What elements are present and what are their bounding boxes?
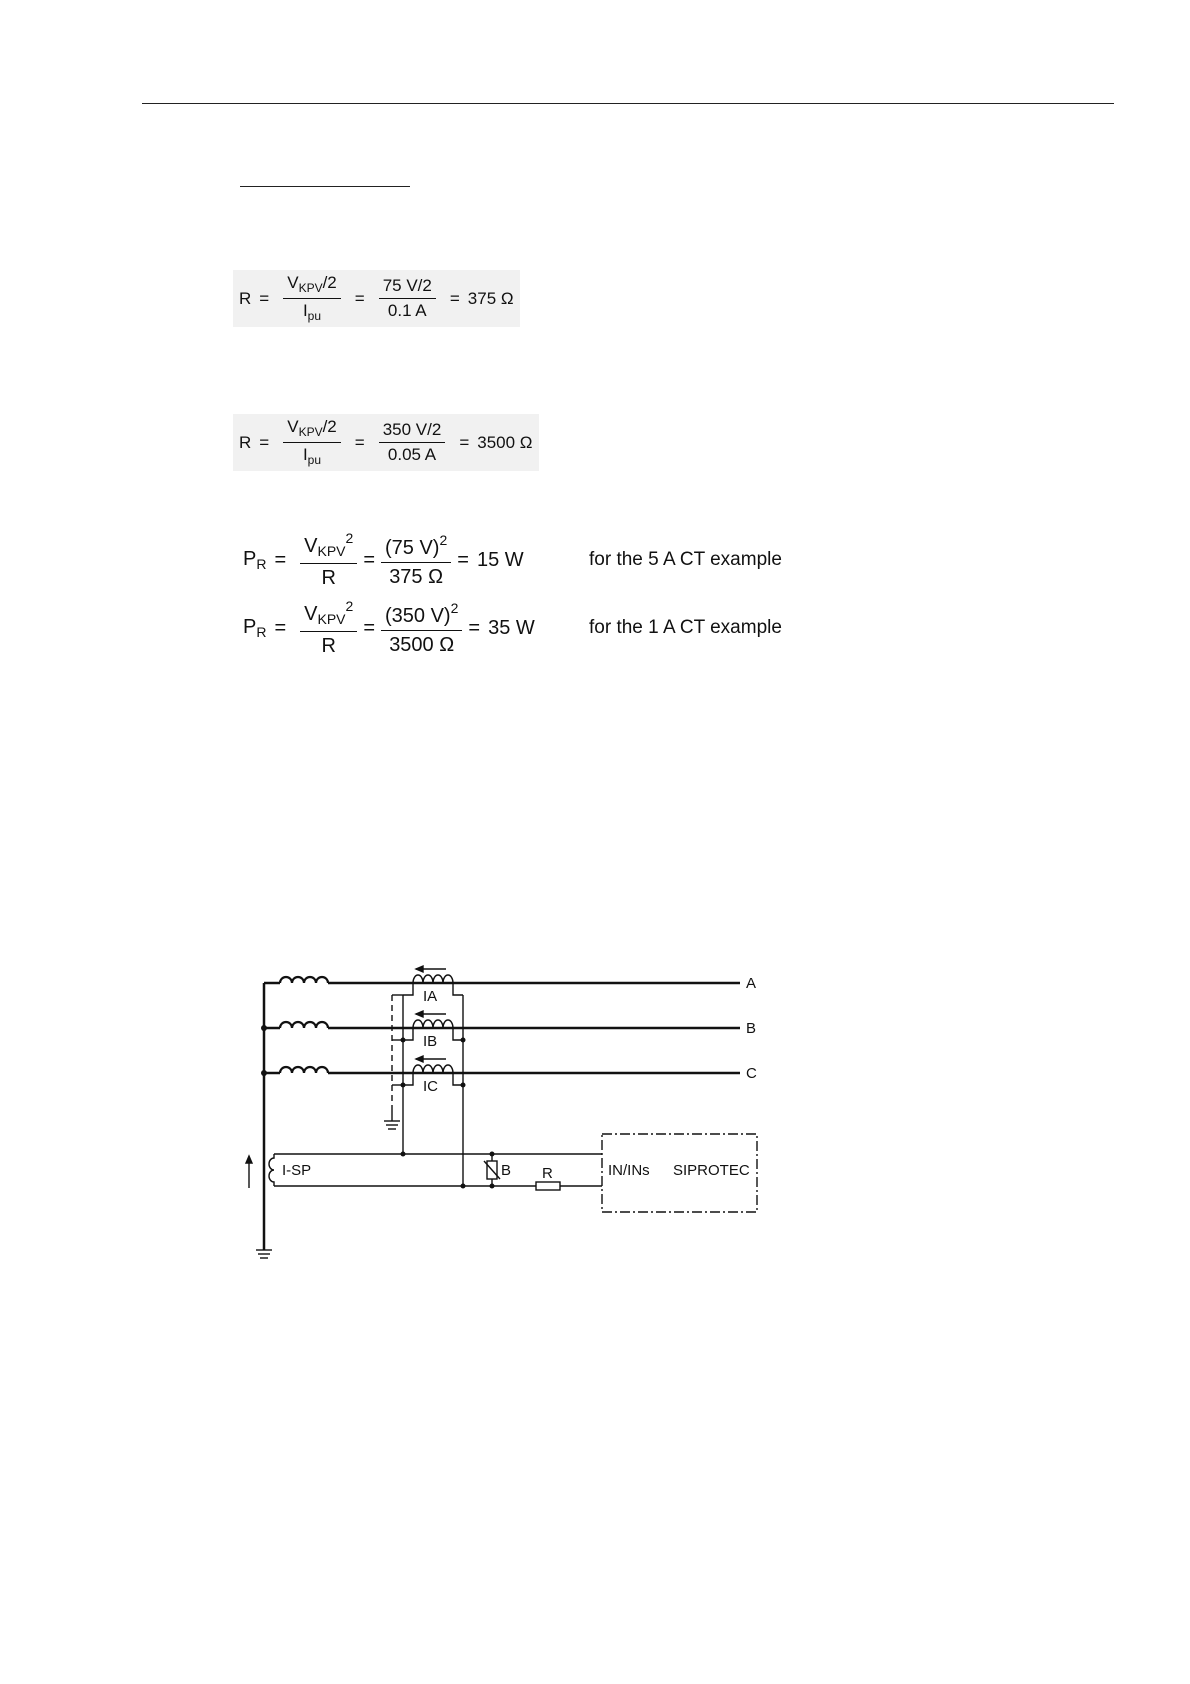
- eq-result: 15 W: [476, 548, 524, 571]
- label-resistor: R: [542, 1165, 553, 1182]
- equals-sign: =: [363, 616, 375, 639]
- fraction-formula: $\frac{V_{KPV}/2}{I_{pu}}$: [283, 418, 341, 467]
- eq-lhs: R: [239, 288, 252, 308]
- eq-note: for the 1 A CT example: [589, 617, 782, 638]
- fraction-values: $\frac{(75 V)^2}{375 \Omega}$: [381, 533, 451, 588]
- label-phase-a: A: [746, 975, 757, 992]
- eq-lhs: $P_R$: [243, 616, 267, 640]
- fraction-formula: $\frac{V_{KPV}^2}{R}$: [300, 599, 357, 656]
- eq-note: for the 5 A CT example: [589, 549, 782, 570]
- equals-sign: =: [354, 432, 365, 452]
- equation-power-1a: [243, 598, 843, 658]
- equation-r-1a: [233, 414, 539, 471]
- equals-sign: =: [354, 288, 365, 308]
- label-neutral-ct: I-SP: [282, 1162, 312, 1179]
- neutral-ct-coil: [269, 1154, 274, 1186]
- equals-sign: =: [449, 288, 460, 308]
- equals-sign: =: [457, 548, 469, 571]
- resistor-symbol: [536, 1182, 560, 1190]
- label-ct-c: IC: [423, 1078, 438, 1095]
- winding-a: [280, 977, 328, 983]
- winding-b: [280, 1022, 328, 1028]
- equals-sign: =: [259, 432, 270, 452]
- equals-sign: =: [363, 548, 375, 571]
- junction-dot: [261, 1070, 267, 1076]
- label-ct-a: IA: [423, 988, 438, 1005]
- header-rule: [142, 103, 1114, 104]
- label-phase-b: B: [746, 1020, 757, 1037]
- equation-power-5a: [243, 530, 843, 590]
- fraction-formula: $\frac{V_{KPV}^2}{R}$: [300, 531, 357, 588]
- eq-result: 375 Ω: [467, 288, 514, 308]
- eq-result: 35 W: [488, 616, 535, 639]
- label-phase-c: C: [746, 1065, 757, 1082]
- eq-lhs: R: [239, 432, 252, 452]
- equals-sign: =: [468, 616, 481, 639]
- fraction-values: $\frac{350 V/2}{0.05 A}$: [379, 421, 446, 465]
- equals-sign: =: [459, 432, 470, 452]
- heading-underline: [240, 186, 410, 187]
- connection-diagram: [230, 958, 790, 1268]
- fraction-values: $\frac{75 V/2}{0.1 A}$: [379, 277, 436, 321]
- eq-lhs: $P_R$: [243, 548, 267, 572]
- junction-dot: [261, 1025, 267, 1031]
- winding-c: [280, 1067, 328, 1073]
- eq-result: 3500 Ω: [477, 432, 533, 452]
- label-varistor: B: [501, 1162, 512, 1179]
- fraction-formula: $\frac{V_{KPV}/2}{I_{pu}}$: [283, 274, 341, 323]
- equals-sign: =: [274, 548, 287, 571]
- label-ct-b: IB: [423, 1033, 438, 1050]
- equals-sign: =: [259, 288, 270, 308]
- label-relay-input: IN/INs: [608, 1162, 650, 1179]
- fraction-values: $\frac{(350 V)^2}{3500 \Omega}$: [381, 601, 462, 656]
- label-relay-name: SIPROTEC: [673, 1162, 750, 1179]
- equation-r-5a: [233, 270, 520, 327]
- equals-sign: =: [274, 616, 287, 639]
